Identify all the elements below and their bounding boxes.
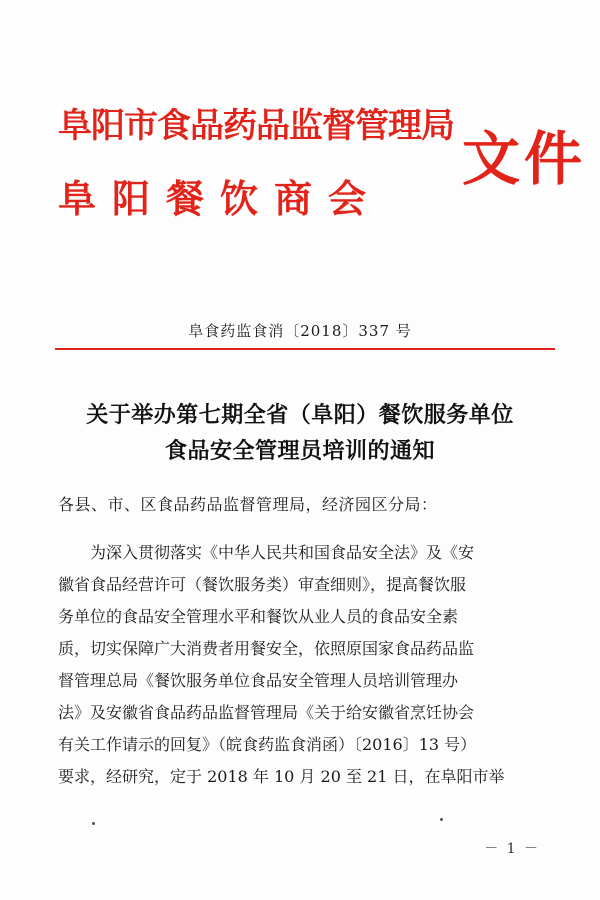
body-line: 为深入贯彻落实《中华人民共和国食品安全法》及《安 [58, 543, 475, 562]
body-line: 有关工作请示的回复》（皖食药监食消函）〔2016〕13 号） [58, 735, 477, 754]
page-number: － 1 － [484, 841, 540, 857]
body-line: 要求，经研究，定于 2018 年 10 月 20 至 21 日，在阜阳市举 [58, 767, 505, 786]
scan-speck [92, 822, 95, 825]
scan-speck [440, 818, 443, 821]
body-line: 法》及安徽省食品药品监督管理局《关于给安徽省烹饪协会 [58, 703, 475, 722]
red-divider-line [55, 348, 555, 350]
addressee-line: 各县、市、区食品药品监督管理局，经济园区分局： [58, 495, 438, 514]
document-title-line-1: 关于举办第七期全省（阜阳）餐饮服务单位 [86, 403, 514, 428]
issuer-catering-association: 阜阳餐饮商会 [58, 176, 383, 221]
body-line: 务单位的食品安全管理水平和餐饮从业人员的食品安全素 [58, 607, 459, 626]
document-type-label: 文件 [462, 125, 587, 193]
body-line: 督管理总局《餐饮服务单位食品安全管理人员培训管理办 [58, 671, 459, 690]
document-number: 阜食药监食消〔2018〕337 号 [188, 322, 412, 340]
body-line: 质，切实保障广大消费者用餐安全，依照原国家食品药品监 [58, 639, 475, 658]
document-title-line-2: 食品安全管理员培训的通知 [164, 439, 435, 464]
body-line: 徽省食品经营许可（餐饮服务类）审查细则》，提高餐饮服 [58, 575, 467, 594]
issuer-food-drug-bureau: 阜阳市食品药品监督管理局 [58, 106, 454, 146]
